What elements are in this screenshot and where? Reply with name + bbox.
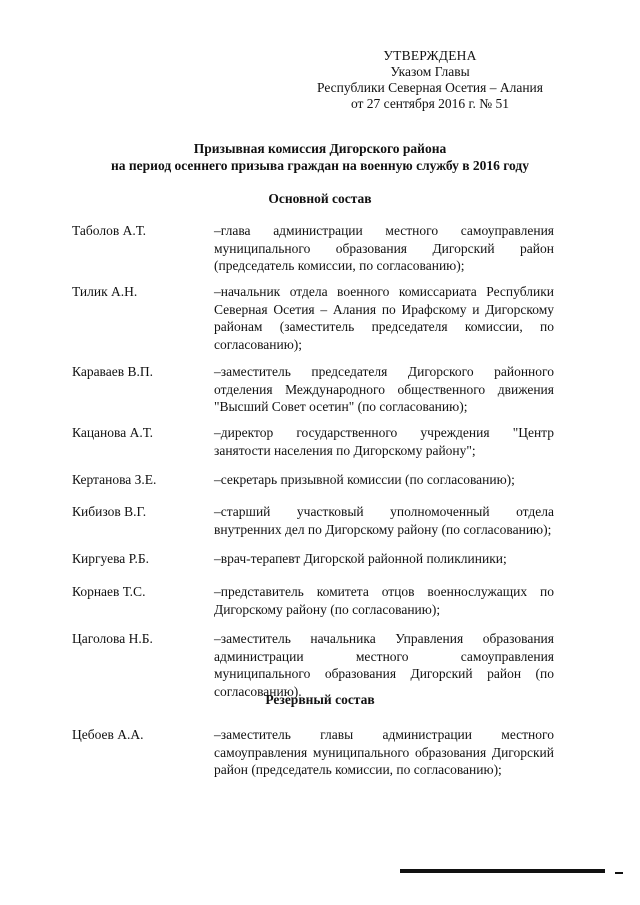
approval-date: от 27 сентября 2016 г. № 51: [350, 96, 510, 111]
member-name: Кертанова З.Е.: [72, 472, 157, 487]
approval-status: УТВЕРЖДЕНА: [383, 48, 477, 63]
member-name: Тилик А.Н.: [72, 284, 138, 299]
member-role: –старший участковый уполномоченный отдела внутренних дел по Дигорскому району (по согласованию);: [214, 504, 554, 537]
member-role: –директор государственного учреждения "Центр занятости населения по Дигорскому району";: [214, 425, 554, 458]
member-name: Кацанова А.Т.: [72, 425, 153, 440]
member-name: Таболов А.Т.: [72, 223, 146, 238]
main-composition-heading: Основной состав: [268, 191, 372, 206]
title-line-2: на период осеннего призыва граждан на военную службу в 2016 году: [111, 158, 529, 173]
approval-republic: Республики Северная Осетия – Алания: [317, 80, 543, 95]
member-name: Караваев В.П.: [72, 364, 153, 379]
member-role: –глава администрации местного самоуправления муниципального образования Дигорский район (председатель комиссии, по согласованию);: [214, 223, 554, 274]
footer-dash: [615, 872, 623, 874]
member-role: –представитель комитета отцов военнослужащих по Дигорскому району (по согласованию);: [214, 584, 554, 617]
member-role: –заместитель главы администрации местного самоуправления муниципального образования Дигорский район (председатель комиссии, по согласованию);: [214, 727, 554, 778]
title-line-1: Призывная комиссия Дигорского района: [193, 141, 447, 156]
document-title: [60, 140, 580, 174]
member-name: Цаголова Н.Б.: [72, 631, 153, 646]
reserve-composition-heading: Резервный состав: [265, 692, 375, 707]
footer-rule: [400, 869, 605, 873]
approval-stamp: [300, 48, 560, 112]
member-role: –секретарь призывной комиссии (по согласованию);: [214, 472, 515, 487]
member-name: Цебоев А.А.: [72, 727, 144, 742]
member-name: Корнаев Т.С.: [72, 584, 146, 599]
member-name: Кибизов В.Г.: [72, 504, 147, 519]
member-role: –заместитель начальника Управления образования администрации местного самоуправления муниципального образования Дигорский район (по согласованию).: [214, 631, 554, 699]
member-role: –начальник отдела военного комиссариата Республики Северная Осетия – Алания по Ирафскому и Дигорскому районам (заместитель председателя комиссии, по согласованию);: [214, 284, 554, 352]
approval-decree: Указом Главы: [390, 64, 470, 79]
member-name: Киргуева Р.Б.: [72, 551, 149, 566]
member-role: –заместитель председателя Дигорского районного отделения Международного общественного движения "Высший Совет осетин" (по согласованию);: [214, 364, 554, 415]
member-role: –врач-терапевт Дигорской районной поликлиники;: [214, 551, 507, 566]
